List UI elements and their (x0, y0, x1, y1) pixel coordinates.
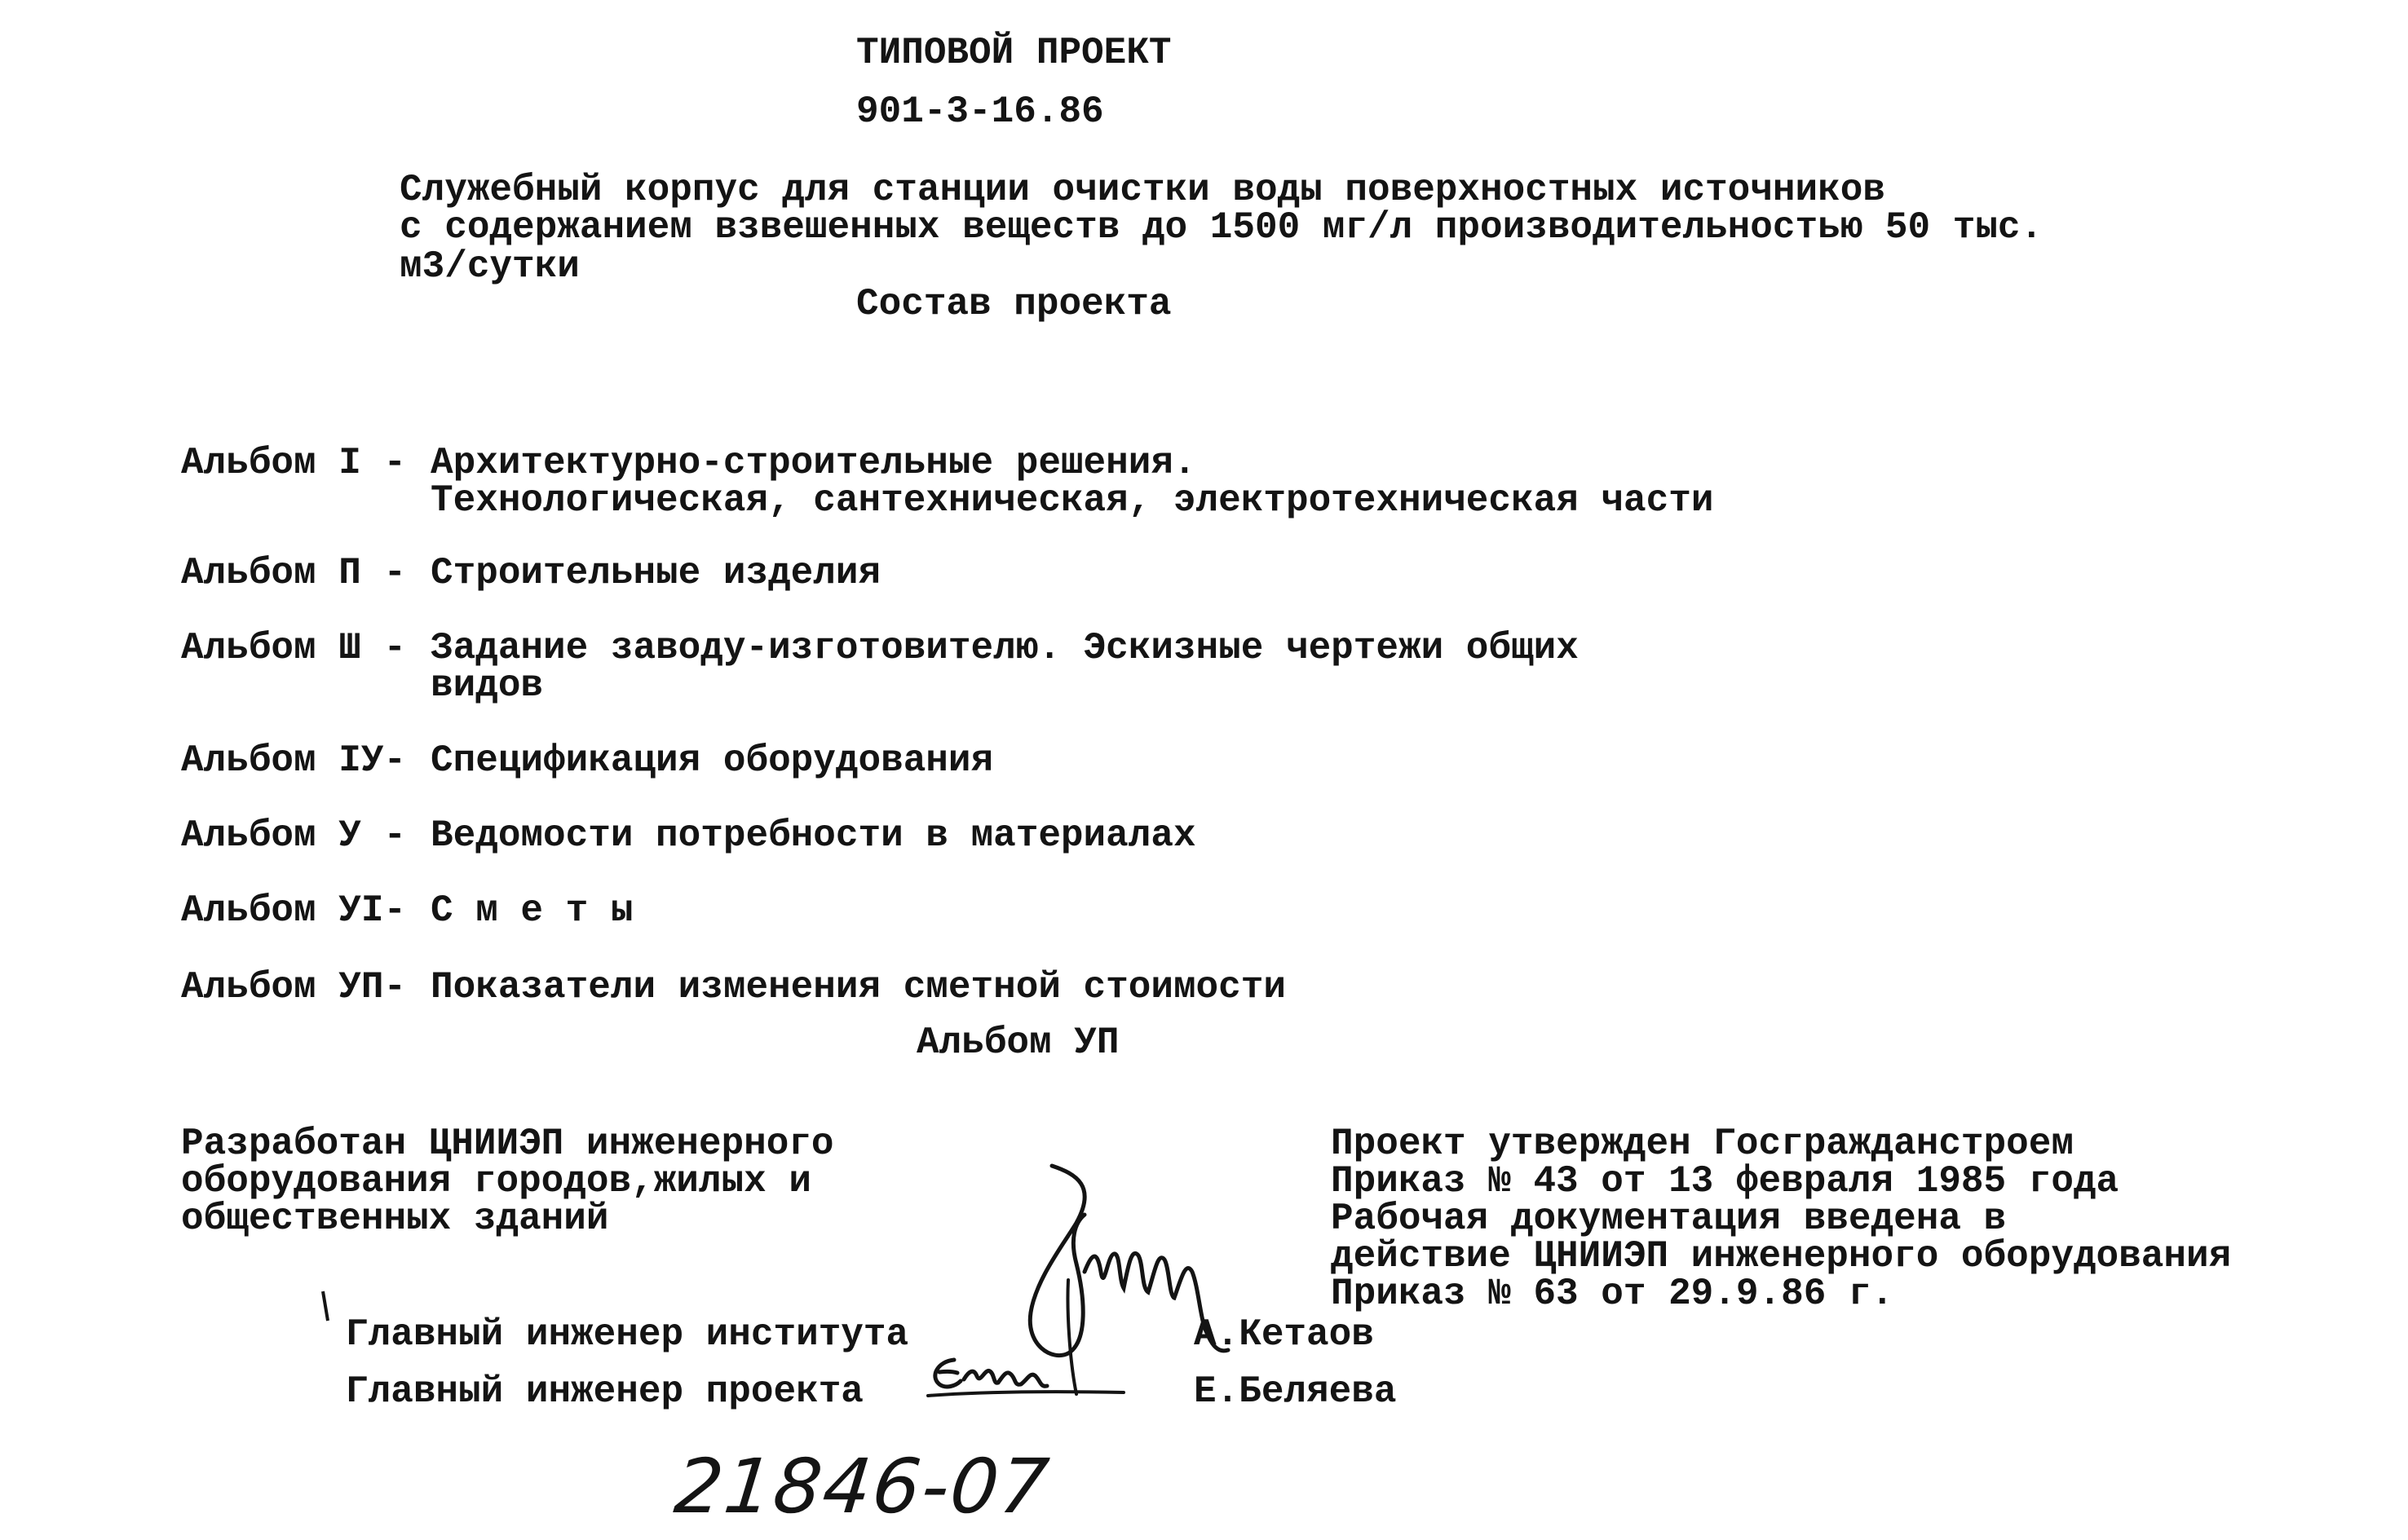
album-title: Показатели изменения сметной стоимости (431, 966, 1286, 1008)
description-line-3: м3/сутки (400, 245, 580, 288)
approval-line-4: действие ЦНИИЭП инженерного оборудования (1331, 1235, 2232, 1277)
album-title-continued: видов (431, 664, 544, 707)
album-title: Архитектурно-строительные решения. (431, 442, 1196, 484)
album-label: Альбом IУ- (181, 739, 407, 782)
document-type-title: ТИПОВОЙ ПРОЕКТ (856, 32, 1172, 74)
description-line-1: Служебный корпус для станции очистки воды поверхностных источников (400, 169, 1885, 211)
signatory-name-2: Е.Беляева (1194, 1370, 1397, 1413)
inventory-number: 21846-07 (670, 1443, 1054, 1530)
approval-line-1: Проект утвержден Госгражданстроем (1331, 1123, 2074, 1165)
developer-line-3: общественных зданий (181, 1198, 609, 1240)
current-album: Альбом УП (917, 1022, 1120, 1064)
signatory-name-1: А.Кетаов (1194, 1313, 1374, 1356)
album-title: Ведомости потребности в материалах (431, 814, 1196, 857)
album-label: Альбом П - (181, 552, 407, 594)
album-label: Альбом У - (181, 814, 407, 857)
section-title: Состав проекта (856, 283, 1172, 325)
album-title-continued: Технологическая, сантехническая, электротехническая части (431, 479, 1714, 522)
developer-line-2: оборудования городов,жилых и (181, 1160, 811, 1202)
signatory-role-1: Главный инженер института (346, 1313, 909, 1356)
album-label: Альбом УI- (181, 889, 407, 932)
album-title: Строительные изделия (431, 552, 881, 594)
album-label: Альбом УП- (181, 966, 407, 1008)
album-label: Альбом Ш - (181, 627, 407, 669)
developer-line-1: Разработан ЦНИИЭП инженерного (181, 1123, 834, 1165)
margin-tick-mark (320, 1288, 336, 1329)
signatory-role-2: Главный инженер проекта (346, 1370, 864, 1413)
album-title: С м е т ы (431, 889, 634, 932)
description-line-2: с содержанием взвешенных веществ до 1500 мг/л производительностью 50 тыс. (400, 206, 2043, 249)
approval-line-3: Рабочая документация введена в (1331, 1198, 2007, 1240)
album-title: Задание заводу-изготовителю. Эскизные чертежи общих (431, 627, 1579, 669)
project-number: 901-3-16.86 (856, 90, 1104, 133)
signature-2-icon (921, 1344, 1133, 1409)
album-label: Альбом I - (181, 442, 407, 484)
album-title: Спецификация оборудования (431, 739, 994, 782)
approval-line-5: Приказ № 63 от 29.9.86 г. (1331, 1273, 1894, 1315)
approval-line-2: Приказ № 43 от 13 февраля 1985 года (1331, 1160, 2119, 1202)
